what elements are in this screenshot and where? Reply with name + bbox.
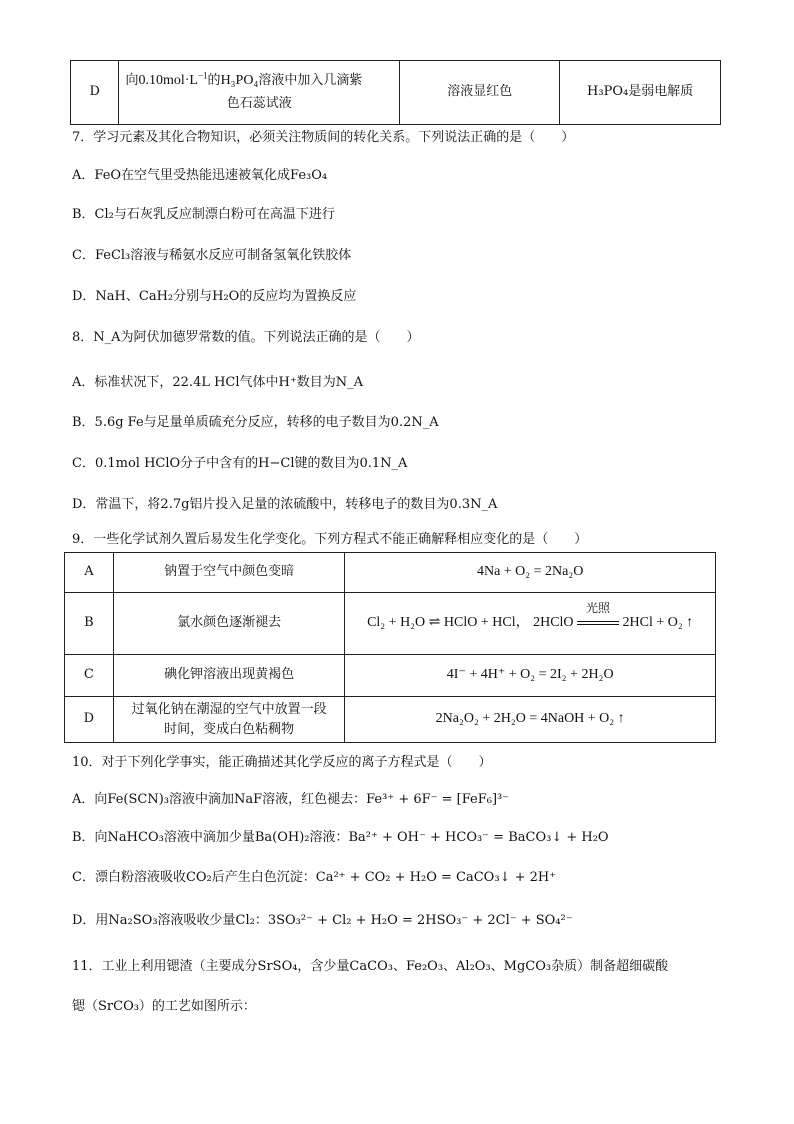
table-row: [65, 697, 716, 743]
q7-option-a: A．FeO在空气里受热能迅速被氧化成Fe₃O₄: [72, 168, 328, 183]
row-label: A: [65, 553, 114, 593]
experiment-table: [70, 60, 721, 125]
row-label: D: [65, 697, 114, 743]
q8-stem: 8．N_A为阿伏加德罗常数的值。下列说法正确的是（ ）: [72, 330, 420, 345]
q9-stem: 9．一些化学试剂久置后易发生化学变化。下列方程式不能正确解释相应变化的是（ ）: [72, 532, 588, 547]
row-label: D: [71, 61, 119, 125]
q10-option-d: D．用Na₂SO₃溶液吸收少量Cl₂：3SO₃²⁻ + Cl₂ + H₂O = 2HSO₃⁻ + 2Cl⁻ + SO₄²⁻: [72, 913, 573, 928]
table-row: [65, 593, 716, 655]
q8-option-b: B．5.6g Fe与足量单质硫充分反应，转移的电子数目为0.2N_A: [72, 415, 439, 430]
photolysis-arrow: 光照: [577, 611, 619, 636]
q9-table: [64, 552, 716, 743]
change-cell: 氯水颜色逐渐褪去: [113, 593, 345, 655]
change-cell: 钠置于空气中颜色变暗: [113, 553, 345, 593]
q10-option-b: B．向NaHCO₃溶液中滴加少量Ba(OH)₂溶液：Ba²⁺ + OH⁻ + HCO₃⁻ = BaCO₃↓ + H₂O: [72, 830, 609, 845]
q7-option-c: C．FeCl₃溶液与稀氨水反应可制备氢氧化铁胶体: [72, 248, 352, 263]
q8-option-a: A．标准状况下，22.4L HCl气体中H⁺数目为N_A: [72, 375, 364, 390]
equation-cell: 2Na₂O₂ + 2H₂O = 4NaOH + O₂ ↑: [345, 697, 716, 743]
q10-option-a: A．向Fe(SCN)₃溶液中滴加NaF溶液，红色褪去：Fe³⁺ + 6F⁻ = [FeF₆]³⁻: [72, 792, 510, 807]
table-row: [65, 553, 716, 593]
change-cell: 过氧化钠在潮湿的空气中放置一段 时间，变成白色粘稠物: [113, 697, 345, 743]
row-label: B: [65, 593, 114, 655]
conclusion-cell: H₃PO₄是弱电解质: [560, 61, 721, 125]
equation-cell: 4I⁻ + 4H⁺ + O₂ = 2I₂ + 2H₂O: [345, 655, 716, 697]
q7-option-b: B．Cl₂与石灰乳反应制漂白粉可在高温下进行: [72, 207, 335, 222]
q8-option-c: C．0.1mol HClO分子中含有的H−Cl键的数目为0.1N_A: [72, 456, 408, 471]
equation-cell: 4Na + O₂ = 2Na₂O: [345, 553, 716, 593]
q7-stem: 7．学习元素及其化合物知识，必须关注物质间的转化关系。下列说法正确的是（ ）: [72, 130, 575, 145]
q11-line-1: 11．工业上利用锶渣（主要成分SrSO₄，含少量CaCO₃、Fe₂O₃、Al₂O₃、MgCO₃杂质）制备超细碳酸: [72, 959, 669, 974]
q11-line-2: 锶（SrCO₃）的工艺如图所示：: [72, 999, 256, 1014]
table-row: [65, 655, 716, 697]
q7-option-d: D．NaH、CaH₂分别与H₂O的反应均为置换反应: [72, 289, 357, 304]
equation-cell: Cl₂ + H₂O ⇌ HClO + HCl， 2HClO 光照 2HCl + O₂ ↑: [345, 593, 716, 655]
q8-option-d: D．常温下，将2.7g铝片投入足量的浓硫酸中，转移电子的数目为0.3N_A: [72, 497, 498, 512]
change-cell: 碘化钾溶液出现黄褐色: [113, 655, 345, 697]
operation-cell: 向$0.10mol\cdot L^{-1}$的H₃PO₄溶液中加入几滴紫 色石蕊试液: [119, 61, 400, 125]
q10-option-c: C．漂白粉溶液吸收CO₂后产生白色沉淀：Ca²⁺ + CO₂ + H₂O = CaCO₃↓ + 2H⁺: [72, 870, 557, 885]
phenomenon-cell: 溶液显红色: [400, 61, 560, 125]
table-row: [71, 61, 721, 125]
q10-stem: 10．对于下列化学事实，能正确描述其化学反应的离子方程式是（ ）: [72, 755, 492, 770]
row-label: C: [65, 655, 114, 697]
